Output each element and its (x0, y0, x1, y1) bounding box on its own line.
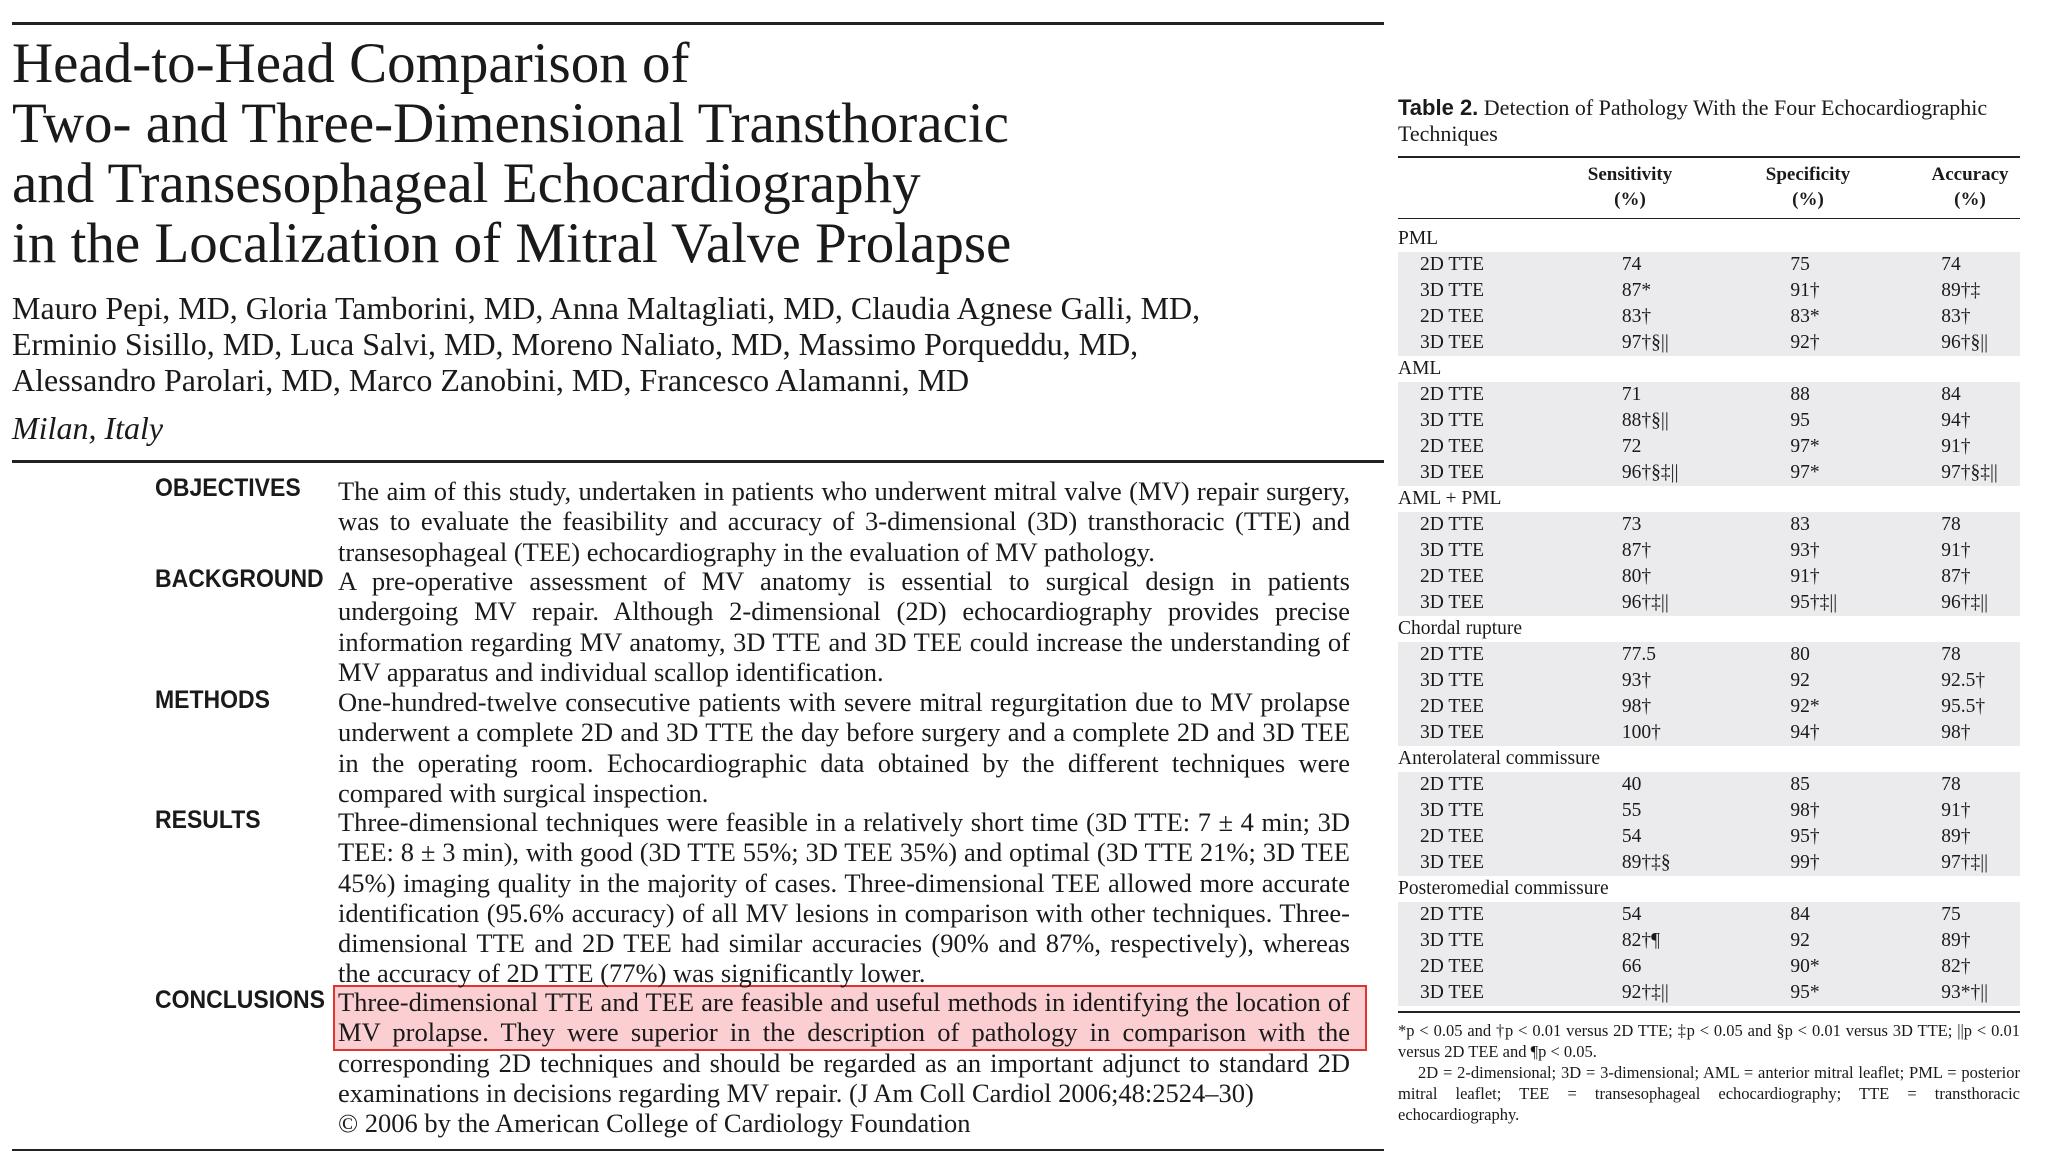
value-cell: 95 (1790, 408, 1941, 434)
value-cell: 75 (1790, 252, 1941, 278)
location: Milan, Italy (12, 410, 164, 446)
table-caption (1398, 95, 2008, 147)
value-cell: 96†§|| (1941, 330, 2020, 356)
table-row (1398, 772, 2020, 798)
value-cell: 55 (1622, 798, 1790, 824)
table-bottom-rule (1398, 1011, 2020, 1013)
table-row (1398, 434, 2020, 460)
value-cell: 78 (1941, 642, 2020, 668)
conclusions-text (338, 987, 1350, 1138)
table-row (1398, 954, 2020, 980)
author-line: Alessandro Parolari, MD, Marco Zanobini, MD, Francesco Alamanni, MD (12, 362, 970, 398)
data-table (1398, 226, 2020, 1006)
table-row (1398, 564, 2020, 590)
value-cell: 92* (1790, 694, 1941, 720)
table-row (1398, 590, 2020, 616)
technique-cell: 2D TEE (1398, 434, 1622, 460)
title-line: in the Localization of Mitral Valve Prolapse (12, 212, 1012, 275)
table-group-row (1398, 486, 2020, 512)
value-cell: 95† (1790, 824, 1941, 850)
technique-cell: 2D TTE (1398, 642, 1622, 668)
table-caption-text: Detection of Pathology With the Four Echocardiographic Techniques (1398, 95, 1988, 146)
top-rule (12, 22, 1384, 25)
table-row (1398, 304, 2020, 330)
footnote-significance: *p < 0.05 and †p < 0.01 versus 2D TTE; ‡p < 0.05 and §p < 0.01 versus 3D TTE; ||p < 0.01 versus 2D TEE and ¶p < 0.05. (1398, 1021, 2020, 1061)
value-cell: 77.5 (1622, 642, 1790, 668)
objectives-text: The aim of this study, undertaken in patients who underwent mitral valve (MV) repair surgery, was to evaluate the feasibility and accuracy of 3-dimensional (3D) transthoracic (TTE) and transesophageal (TEE) echocardiography in the evaluation of MV pathology. (338, 476, 1350, 567)
value-cell: 80 (1790, 642, 1941, 668)
value-cell: 92 (1790, 668, 1941, 694)
value-cell: 91† (1941, 538, 2020, 564)
value-cell: 100† (1622, 720, 1790, 746)
technique-cell: 3D TEE (1398, 980, 1622, 1006)
table-row (1398, 694, 2020, 720)
technique-cell: 2D TTE (1398, 902, 1622, 928)
value-cell: 89†‡§ (1622, 850, 1790, 876)
value-cell: 96†‡|| (1622, 590, 1790, 616)
value-cell: 97* (1790, 460, 1941, 486)
table-row (1398, 330, 2020, 356)
technique-cell: 3D TEE (1398, 460, 1622, 486)
value-cell: 54 (1622, 902, 1790, 928)
header-unit: (%) (1614, 189, 1646, 210)
methods-label: METHODS (155, 686, 270, 714)
value-cell: 89† (1941, 928, 2020, 954)
table-row (1398, 798, 2020, 824)
header-text: Accuracy (1931, 164, 2009, 185)
copyright: © 2006 by the American College of Cardiology Foundation (338, 1108, 971, 1139)
table-row (1398, 642, 2020, 668)
technique-cell: 3D TTE (1398, 798, 1622, 824)
value-cell: 90* (1790, 954, 1941, 980)
table-group-row (1398, 876, 2020, 902)
technique-cell: 2D TTE (1398, 772, 1622, 798)
value-cell: 73 (1622, 512, 1790, 538)
methods-text: One-hundred-twelve consecutive patients with severe mitral regurgitation due to MV prolapse underwent a complete 2D and 3D TTE the day before surgery and a complete 2D and 3D TEE in the operating room. Echocardiographic data obtained by the different techniques were compared with surgical inspection. (338, 687, 1350, 808)
value-cell: 93† (1622, 668, 1790, 694)
title-line: Head-to-Head Comparison of (12, 32, 690, 95)
value-cell: 97* (1790, 434, 1941, 460)
value-cell: 98† (1790, 798, 1941, 824)
value-cell: 91† (1941, 798, 2020, 824)
technique-cell: 2D TTE (1398, 382, 1622, 408)
value-cell: 93† (1790, 538, 1941, 564)
value-cell: 85 (1790, 772, 1941, 798)
group-label: PML (1398, 226, 2020, 252)
table-group-row (1398, 356, 2020, 382)
value-cell: 92.5† (1941, 668, 2020, 694)
value-cell: 95* (1790, 980, 1941, 1006)
header-text: Specificity (1765, 164, 1851, 185)
author-line: Erminio Sisillo, MD, Luca Salvi, MD, Moreno Naliato, MD, Massimo Porqueddu, MD, (12, 326, 1139, 362)
header-accuracy (1920, 162, 2020, 212)
value-cell: 98† (1941, 720, 2020, 746)
header-unit: (%) (1792, 189, 1824, 210)
value-cell: 88 (1790, 382, 1941, 408)
background-text: A pre-operative assessment of MV anatomy is essential to surgical design in patients undergoing MV repair. Although 2-dimensional (2D) echocardiography provides precise information regarding MV anatomy, 3D TTE and 3D TEE could increase the understanding of MV apparatus and individual scallop identification. (338, 566, 1350, 687)
value-cell: 82†¶ (1622, 928, 1790, 954)
value-cell: 78 (1941, 772, 2020, 798)
table-label: Table 2. (1398, 95, 1479, 120)
technique-cell: 3D TTE (1398, 668, 1622, 694)
technique-cell: 3D TEE (1398, 330, 1622, 356)
header-text: Sensitivity (1587, 164, 1673, 185)
title-line: and Transesophageal Echocardiography (12, 152, 921, 215)
conclusions-label: CONCLUSIONS (155, 986, 325, 1014)
value-cell: 80† (1622, 564, 1790, 590)
technique-cell: 2D TEE (1398, 954, 1622, 980)
citation: (J Am Coll Cardiol 2006;48:2524–30) (849, 1077, 1254, 1108)
results-text: Three-dimensional techniques were feasible in a relatively short time (3D TTE: 7 ± 4 min; 3D TEE: 8 ± 3 min), with good (3D TTE 55%; 3D TEE 35%) and optimal (3D TTE 21%; 3D TEE 45%) imaging quality in the majority of cases. Three-dimensional TEE allowed more accurate identification (95.6% accuracy) of all MV lesions in comparison with other techniques. Three-dimensional TTE and 2D TEE had similar accuracies (90% and 87%, respectively), whereas the accuracy of 2D TTE (77%) was significantly lower. (338, 807, 1350, 989)
value-cell: 71 (1622, 382, 1790, 408)
value-cell: 95†‡|| (1790, 590, 1941, 616)
title-line: Two- and Three-Dimensional Transthoracic (12, 92, 1009, 155)
group-label: Anterolateral commissure (1398, 746, 2020, 772)
table-row (1398, 902, 2020, 928)
value-cell: 97†§|| (1622, 330, 1790, 356)
technique-cell: 3D TEE (1398, 590, 1622, 616)
table-row (1398, 928, 2020, 954)
background-label: BACKGROUND (155, 565, 324, 593)
value-cell: 72 (1622, 434, 1790, 460)
value-cell: 40 (1622, 772, 1790, 798)
technique-cell: 3D TTE (1398, 928, 1622, 954)
value-cell: 66 (1622, 954, 1790, 980)
group-label: Posteromedial commissure (1398, 876, 2020, 902)
table-row (1398, 720, 2020, 746)
value-cell: 87* (1622, 278, 1790, 304)
technique-cell: 2D TEE (1398, 694, 1622, 720)
value-cell: 95.5† (1941, 694, 2020, 720)
value-cell: 87† (1622, 538, 1790, 564)
table-row (1398, 460, 2020, 486)
technique-cell: 3D TTE (1398, 538, 1622, 564)
value-cell: 97†§‡|| (1941, 460, 2020, 486)
table-row (1398, 408, 2020, 434)
value-cell: 97†‡|| (1941, 850, 2020, 876)
value-cell: 83* (1790, 304, 1941, 330)
value-cell: 88†§|| (1622, 408, 1790, 434)
table-row (1398, 252, 2020, 278)
value-cell: 87† (1941, 564, 2020, 590)
conclusions-body: Three-dimensional TTE and TEE are feasible and useful methods in identifying the location of MV prolapse. They were superior in the description of pathology in comparison with the corresponding 2D techniques and should be regarded as an important adjunct to standard 2D examinations in decisions regarding MV repair. (338, 987, 1350, 1108)
technique-cell: 2D TEE (1398, 304, 1622, 330)
objectives-label: OBJECTIVES (155, 474, 301, 502)
technique-cell: 3D TTE (1398, 408, 1622, 434)
table-row (1398, 980, 2020, 1006)
value-cell: 84 (1941, 382, 2020, 408)
value-cell: 89† (1941, 824, 2020, 850)
technique-cell: 2D TTE (1398, 252, 1622, 278)
technique-cell: 2D TEE (1398, 564, 1622, 590)
table-row (1398, 278, 2020, 304)
table-group-row (1398, 746, 2020, 772)
value-cell: 94† (1790, 720, 1941, 746)
value-cell: 78 (1941, 512, 2020, 538)
author-line: Mauro Pepi, MD, Gloria Tamborini, MD, Anna Maltagliati, MD, Claudia Agnese Galli, MD, (12, 290, 1201, 326)
value-cell: 83† (1622, 304, 1790, 330)
article-title (12, 34, 1372, 274)
table-row (1398, 824, 2020, 850)
table-group-row (1398, 616, 2020, 642)
group-label: AML + PML (1398, 486, 2020, 512)
value-cell: 99† (1790, 850, 1941, 876)
group-label: AML (1398, 356, 2020, 382)
value-cell: 92†‡|| (1622, 980, 1790, 1006)
value-cell: 54 (1622, 824, 1790, 850)
value-cell: 91† (1941, 434, 2020, 460)
value-cell: 93*†|| (1941, 980, 2020, 1006)
table-top-rule (1398, 156, 2020, 158)
technique-cell: 3D TTE (1398, 278, 1622, 304)
table-row (1398, 382, 2020, 408)
value-cell: 96†§‡|| (1622, 460, 1790, 486)
value-cell: 91† (1790, 564, 1941, 590)
value-cell: 84 (1790, 902, 1941, 928)
value-cell: 75 (1941, 902, 2020, 928)
table-row (1398, 850, 2020, 876)
value-cell: 83† (1941, 304, 2020, 330)
table-row (1398, 538, 2020, 564)
value-cell: 89†‡ (1941, 278, 2020, 304)
technique-cell: 2D TTE (1398, 512, 1622, 538)
value-cell: 91† (1790, 278, 1941, 304)
header-unit: (%) (1954, 189, 1986, 210)
value-cell: 92 (1790, 928, 1941, 954)
table-row (1398, 512, 2020, 538)
technique-cell: 3D TEE (1398, 850, 1622, 876)
value-cell: 74 (1622, 252, 1790, 278)
value-cell: 94† (1941, 408, 2020, 434)
header-specificity (1748, 162, 1868, 212)
value-cell: 92† (1790, 330, 1941, 356)
value-cell: 83 (1790, 512, 1941, 538)
value-cell: 74 (1941, 252, 2020, 278)
table-row (1398, 668, 2020, 694)
value-cell: 98† (1622, 694, 1790, 720)
technique-cell: 2D TEE (1398, 824, 1622, 850)
table-header-rule (1398, 218, 2020, 219)
value-cell: 96†‡|| (1941, 590, 2020, 616)
value-cell: 82† (1941, 954, 2020, 980)
table-group-row (1398, 226, 2020, 252)
abstract-top-rule (12, 460, 1384, 463)
table-footnotes (1398, 1020, 2020, 1125)
group-label: Chordal rupture (1398, 616, 2020, 642)
bottom-rule (12, 1149, 1384, 1151)
header-sensitivity (1570, 162, 1690, 212)
technique-cell: 3D TEE (1398, 720, 1622, 746)
footnote-abbreviations: 2D = 2-dimensional; 3D = 3-dimensional; AML = anterior mitral leaflet; PML = posterior mitral leaflet; TEE = transesophageal echocardiography; TTE = transthoracic echocardiography. (1398, 1063, 2020, 1124)
results-label: RESULTS (155, 806, 261, 834)
author-list (12, 290, 1372, 398)
